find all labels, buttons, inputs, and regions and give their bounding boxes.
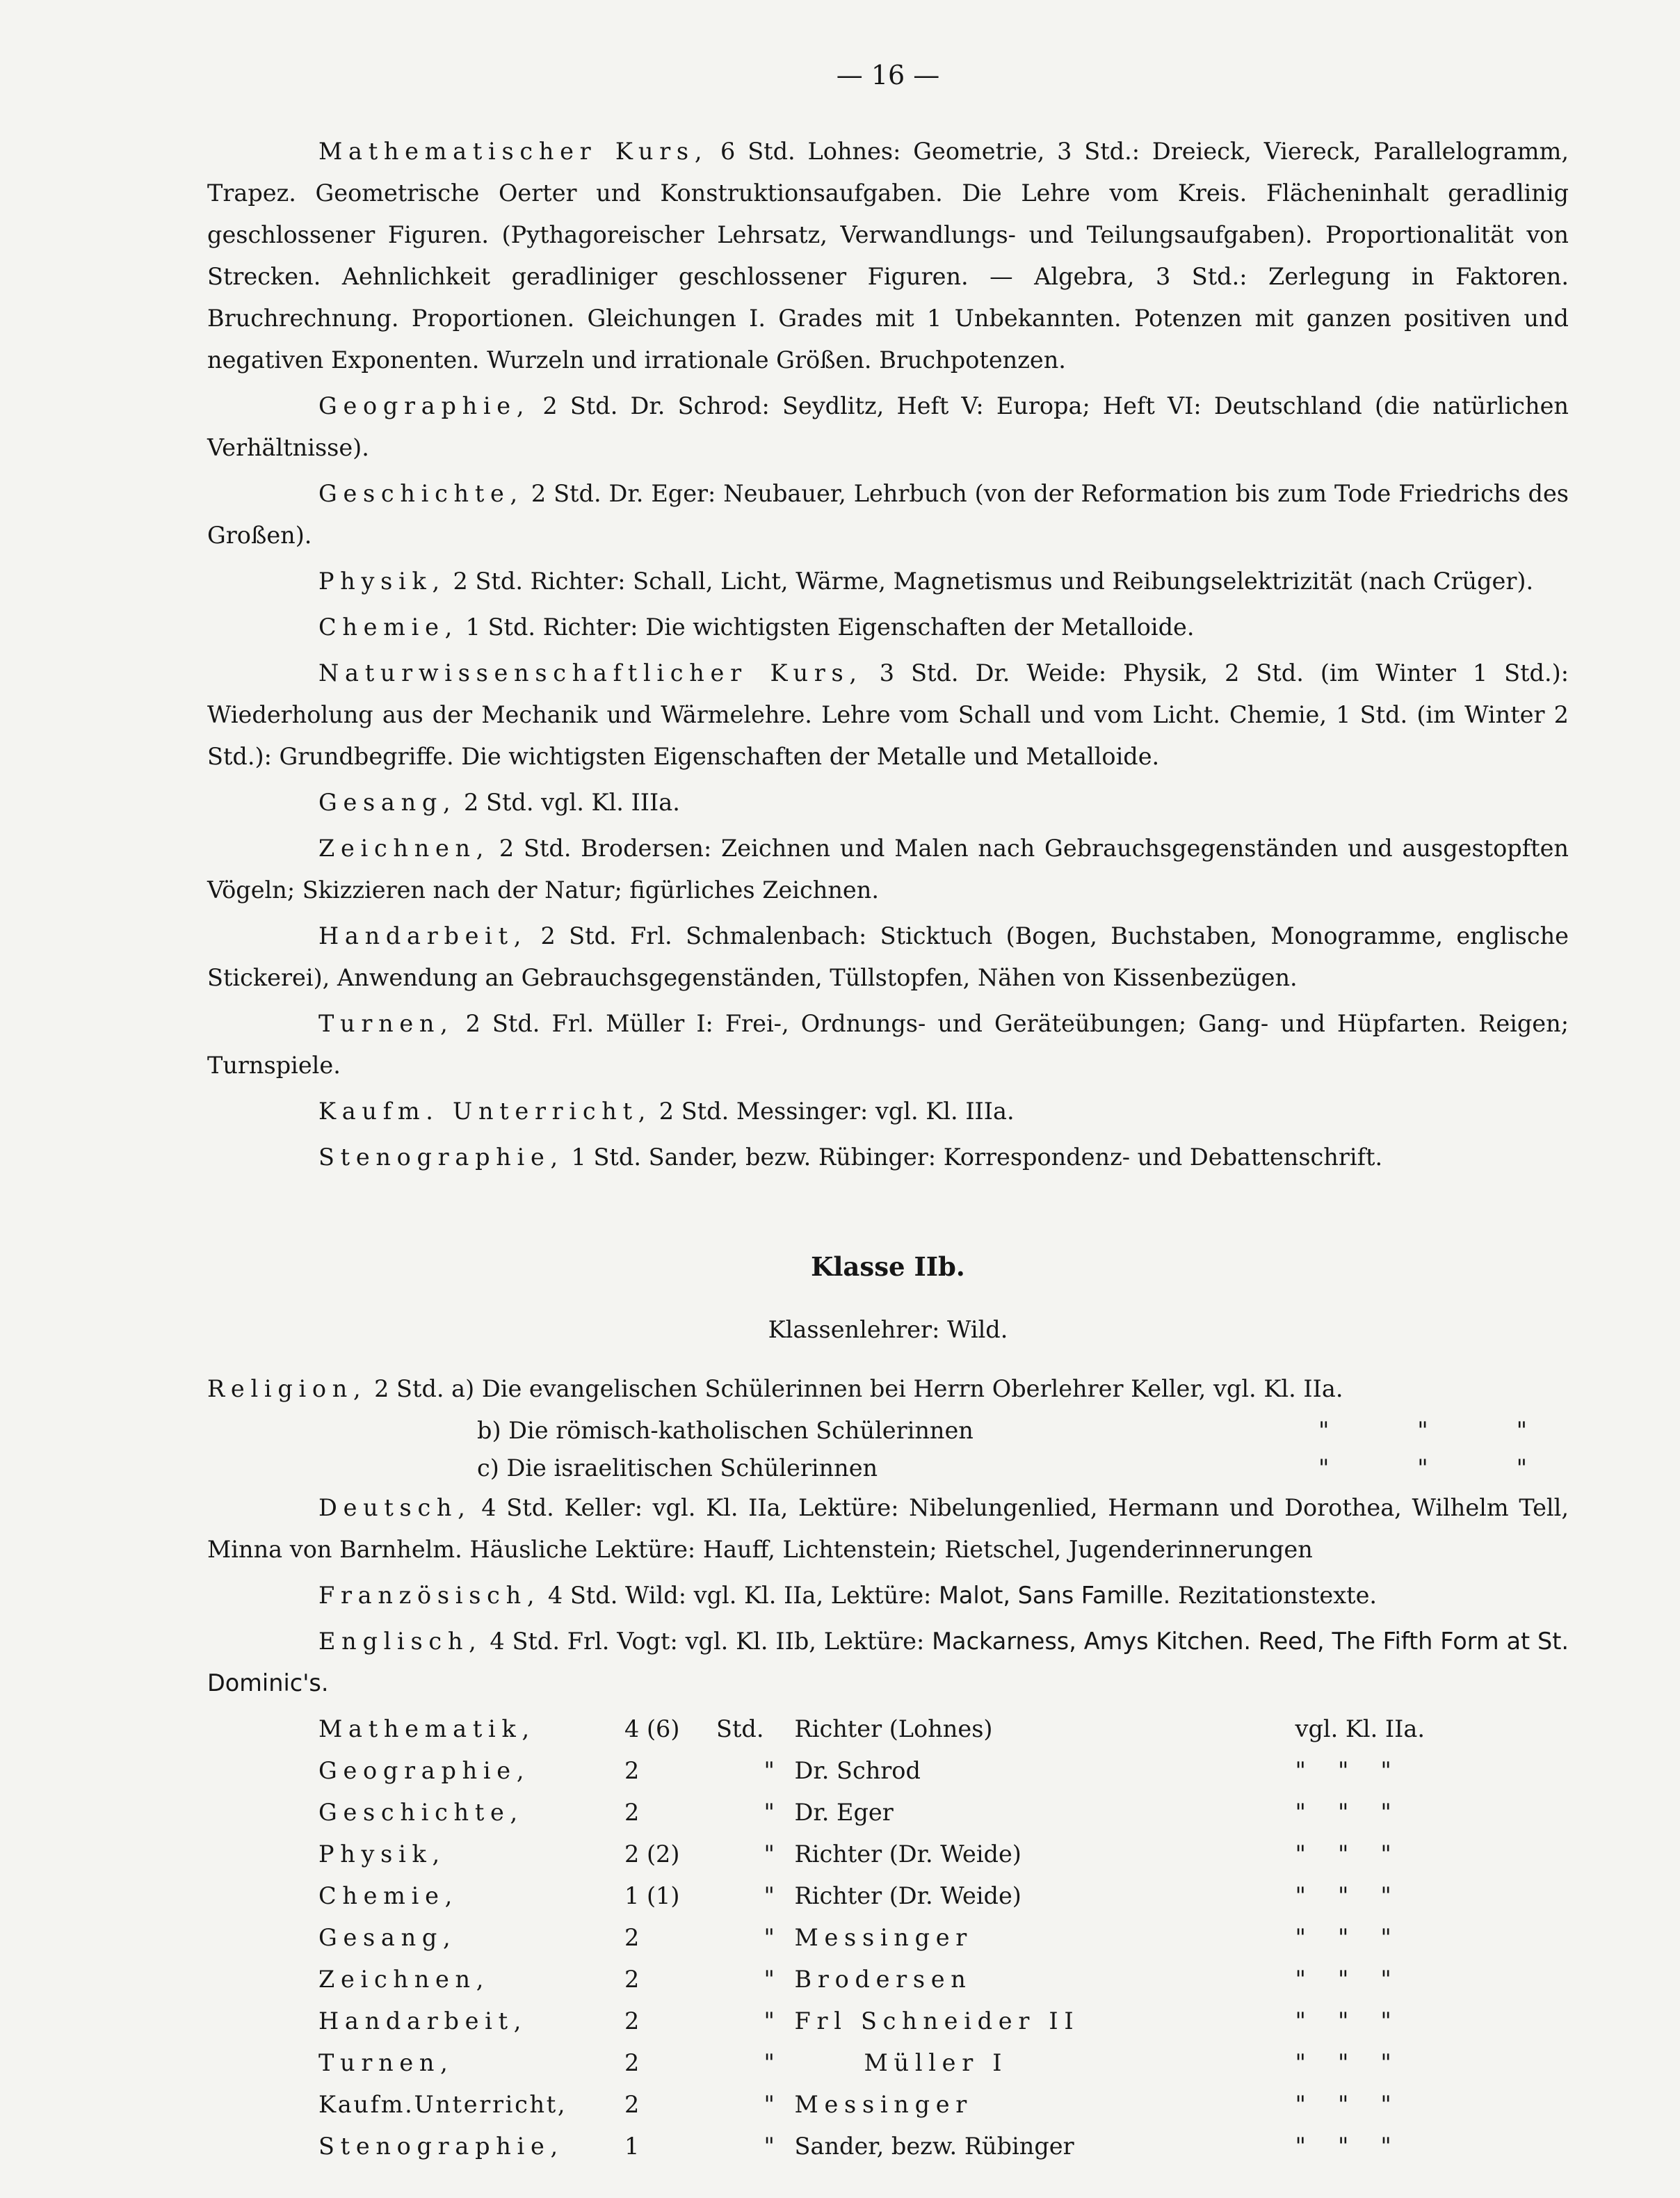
- subject-name: Turnen,: [318, 1010, 454, 1037]
- subject-name: Naturwissenschaftlicher Kurs,: [318, 659, 863, 687]
- subject-paragraph-commerce: [207, 1091, 1569, 1132]
- subject-name: Stenographie,: [318, 1144, 564, 1171]
- ditto-mark: ": [1380, 1840, 1391, 1868]
- schedule-reference: [1295, 1959, 1476, 2000]
- schedule-teacher: Brodersen: [794, 1966, 972, 1993]
- class-heading: Klasse IIb.: [811, 1251, 965, 1282]
- ditto-mark: ": [1295, 1924, 1306, 1951]
- schedule-hours: 2: [624, 1966, 640, 1993]
- schedule-teacher: Müller I: [864, 2049, 1008, 2076]
- subject-text: 1 Std. Richter: Die wichtigsten Eigenschaften der Metalloide.: [458, 613, 1195, 641]
- subject-name: Zeichnen,: [318, 835, 490, 862]
- ditto-mark: ": [1295, 1799, 1306, 1826]
- reading-title: Malot, Sans Famille.: [939, 1582, 1171, 1609]
- table-row: [318, 1834, 1476, 1875]
- ditto-marks: [1295, 1792, 1391, 1834]
- table-row: [318, 1792, 1476, 1834]
- schedule-reference: vgl. Kl. IIa.: [1295, 1715, 1425, 1742]
- schedule-subject: Physik,: [318, 1840, 446, 1868]
- ditto-mark: ": [1380, 1757, 1391, 1784]
- schedule-unit: [716, 1834, 764, 1875]
- subject-text: 2 Std. Frl. Schmalenbach: Sticktuch (Bogen, Buchstaben, Monogramme, englische Stickerei), Anwendung an Gebrauchsgegenständen, Tüllstopfen, Nähen von Kissenbezügen.: [207, 922, 1569, 991]
- ditto-mark: ": [1516, 1454, 1527, 1482]
- subject-text: 4 Std. Wild: vgl. Kl. IIa, Lektüre:: [540, 1582, 939, 1609]
- ditto-mark: ": [1380, 2007, 1391, 2035]
- ditto-mark: ": [1380, 1924, 1391, 1951]
- schedule-teacher: Richter (Lohnes): [794, 1715, 993, 1742]
- schedule-teacher: Messinger: [794, 2091, 973, 2118]
- ditto-mark: ": [1295, 1757, 1306, 1784]
- ditto-mark: ": [1337, 2049, 1349, 2076]
- table-row: [318, 1917, 1476, 1959]
- ditto-marks: [1295, 1834, 1391, 1875]
- subject-paragraph-history: [207, 473, 1569, 556]
- schedule-teacher: Dr. Schrod: [794, 1757, 921, 1784]
- ditto-marks: [1295, 1750, 1391, 1792]
- religion-b-text: b) Die römisch-katholischen Schülerinnen: [477, 1417, 974, 1444]
- schedule-teacher: Richter (Dr. Weide): [794, 1840, 1021, 1868]
- schedule-reference: [1295, 1875, 1476, 1917]
- schedule-unit: [716, 1959, 764, 2000]
- subject-name: Geographie,: [318, 392, 531, 419]
- ditto-mark: ": [1337, 2007, 1349, 2035]
- ditto-mark: ": [1417, 1454, 1428, 1482]
- ditto-mark: ": [1337, 1757, 1349, 1784]
- subject-name: Gesang,: [318, 789, 457, 816]
- schedule-hours: 4 (6): [624, 1715, 680, 1742]
- schedule-reference: [1295, 1834, 1476, 1875]
- schedule-subject: Zeichnen,: [318, 1966, 490, 1993]
- schedule-unit: Std.: [716, 1715, 764, 1742]
- ditto-mark: ": [1380, 2091, 1391, 2118]
- ditto-mark: ": [1380, 2049, 1391, 2076]
- subject-text: 4 Std. Frl. Vogt: vgl. Kl. IIb, Lektüre:: [482, 1628, 932, 1655]
- table-row: [318, 2126, 1476, 2167]
- religion-c-text: c) Die israelitischen Schülerinnen: [477, 1454, 878, 1482]
- schedule-hours: 2 (2): [624, 1840, 680, 1868]
- schedule-hours: 1 (1): [624, 1882, 680, 1909]
- subject-paragraph-gymnastics: [207, 1003, 1569, 1086]
- ditto-mark: ": [1380, 2133, 1391, 2160]
- reading-title: Mackarness, Amys Kitchen. Reed, The Fifth Form at St. Dominic's.: [207, 1628, 1569, 1696]
- page-number: — 16 —: [836, 60, 940, 90]
- subject-paragraph-religion: [207, 1369, 1569, 1409]
- schedule-teacher: Dr. Eger: [794, 1799, 894, 1826]
- schedule-teacher: Richter (Dr. Weide): [794, 1882, 1021, 1909]
- schedule-ditto: ": [764, 2091, 775, 2118]
- subject-paragraph-stenography: [207, 1137, 1569, 1178]
- schedule-unit: [716, 1917, 764, 1959]
- schedule-ditto: ": [764, 2133, 775, 2160]
- schedule-subject: Kaufm.Unterricht,: [318, 2091, 567, 2118]
- schedule-subject: Handarbeit,: [318, 2007, 528, 2035]
- subject-text: 2 Std. Messinger: vgl. Kl. IIIa.: [652, 1098, 1015, 1125]
- subject-name: Französisch,: [318, 1582, 541, 1609]
- schedule-subject: Mathematik,: [318, 1715, 535, 1742]
- ditto-mark: ": [1295, 2133, 1306, 2160]
- ditto-marks: [1295, 1875, 1391, 1917]
- subject-name: Deutsch,: [318, 1494, 471, 1521]
- schedule-unit: [716, 2126, 764, 2167]
- subject-paragraph-german: [207, 1487, 1569, 1571]
- schedule-reference: [1295, 1792, 1476, 1834]
- schedule-ditto: ": [764, 1882, 775, 1909]
- schedule-ditto: [764, 1708, 795, 1750]
- ditto-mark: ": [1337, 1840, 1349, 1868]
- table-row: [318, 1959, 1476, 2000]
- subject-text: 2 Std. a) Die evangelischen Schülerinnen bei Herrn Oberlehrer Keller, vgl. Kl. IIa.: [366, 1375, 1343, 1402]
- ditto-mark: ": [1380, 1882, 1391, 1909]
- table-row: [318, 2084, 1476, 2126]
- schedule-hours: 1: [624, 2133, 640, 2160]
- schedule-ditto: ": [764, 2049, 775, 2076]
- ditto-mark: ": [1295, 2049, 1306, 2076]
- subject-name: Englisch,: [318, 1628, 483, 1655]
- religion-line-b: [207, 1412, 1569, 1450]
- schedule-ditto: ": [764, 1840, 775, 1868]
- schedule-reference: [1295, 2042, 1476, 2084]
- subject-text: 1 Std. Sander, bezw. Rübinger: Korrespondenz- und Debattenschrift.: [563, 1144, 1383, 1171]
- subject-name: Kaufm. Unterricht,: [318, 1098, 652, 1125]
- subject-paragraph-english: [207, 1621, 1569, 1704]
- schedule-reference: [1295, 1917, 1476, 1959]
- subject-paragraph-math: [207, 131, 1569, 381]
- subject-text: 2 Std. vgl. Kl. IIIa.: [456, 789, 680, 816]
- ditto-mark: ": [1380, 1966, 1391, 1993]
- schedule-subject: Geschichte,: [318, 1799, 524, 1826]
- table-row: [318, 1750, 1476, 1792]
- schedule-hours: 2: [624, 2049, 640, 2076]
- ditto-mark: ": [1337, 2133, 1349, 2160]
- subject-paragraph-french: [207, 1575, 1569, 1617]
- subject-text: 4 Std. Keller: vgl. Kl. IIa, Lektüre: Nibelungenlied, Hermann und Dorothea, Wilhelm Tell, Minna von Barnhelm. Häusliche Lektüre: Hauff, Lichtenstein; Rietschel, Jugenderinnerungen: [207, 1494, 1569, 1563]
- subject-name: Chemie,: [318, 613, 458, 641]
- ditto-marks: [1295, 2000, 1391, 2042]
- schedule-hours: 2: [624, 1799, 640, 1826]
- subject-name: Mathematischer Kurs,: [318, 138, 709, 165]
- subject-paragraph-physics: [207, 561, 1569, 602]
- ditto-mark: ": [1295, 1966, 1306, 1993]
- schedule-reference: [1295, 2084, 1476, 2126]
- ditto-mark: ": [1295, 1882, 1306, 1909]
- schedule-hours: 2: [624, 1924, 640, 1951]
- schedule-teacher: Messinger: [794, 1924, 973, 1951]
- schedule-teacher: Frl Schneider II: [794, 2007, 1080, 2035]
- table-row: [318, 2042, 1476, 2084]
- subject-name: Religion,: [207, 1375, 367, 1402]
- subject-name: Geschichte,: [318, 480, 524, 507]
- schedule-hours: 2: [624, 2007, 640, 2035]
- ditto-mark: ": [1516, 1417, 1527, 1444]
- subject-text: 3 Std. Dr. Weide: Physik, 2 Std. (im Winter 1 Std.): Wiederholung aus der Mechanik und Wärmelehre. Lehre vom Schall und vom Licht. Chemie, 1 Std. (im Winter 2 Std.): Grundbegriffe. Die wichtigsten Eigenschaften der Metalle und Metalloide.: [207, 659, 1569, 770]
- subject-name: Handarbeit,: [318, 922, 528, 949]
- ditto-mark: ": [1295, 2007, 1306, 2035]
- schedule-teacher: Sander, bezw. Rübinger: [794, 2133, 1074, 2160]
- ditto-mark: ": [1337, 1924, 1349, 1951]
- schedule-hours: 2: [624, 2091, 640, 2118]
- subject-text: 2 Std. Brodersen: Zeichnen und Malen nach Gebrauchsgegenständen und ausgestopften Vögeln; Skizzieren nach der Natur; figürliches Zeichnen.: [207, 835, 1569, 904]
- ditto-marks: [1295, 2126, 1391, 2167]
- schedule-subject: Turnen,: [318, 2049, 454, 2076]
- schedule-reference: [1295, 1750, 1476, 1792]
- schedule-unit: [716, 1875, 764, 1917]
- schedule-unit: [716, 1792, 764, 1834]
- schedule-ditto: ": [764, 2007, 775, 2035]
- ditto-mark: ": [1295, 2091, 1306, 2118]
- schedule-unit: [716, 2000, 764, 2042]
- ditto-marks: [1295, 2084, 1391, 2126]
- ditto-marks: [1295, 2042, 1391, 2084]
- ditto-mark: ": [1337, 1882, 1349, 1909]
- ditto-marks: [1305, 1412, 1527, 1450]
- subject-text: 2 Std. Frl. Müller I: Frei-, Ordnungs- und Geräteübungen; Gang- und Hüpfarten. Reigen; Turnspiele.: [207, 1010, 1569, 1079]
- subject-paragraph-drawing: [207, 828, 1569, 911]
- table-row: [318, 1708, 1476, 1750]
- table-row: [318, 1875, 1476, 1917]
- schedule-unit: [716, 2042, 764, 2084]
- subject-paragraph-chemistry: [207, 607, 1569, 648]
- ditto-mark: ": [1337, 1966, 1349, 1993]
- ditto-mark: ": [1380, 1799, 1391, 1826]
- subject-text: 6 Std. Lohnes: Geometrie, 3 Std.: Dreieck, Viereck, Parallelogramm, Trapez. Geometrische Oerter und Konstruktionsaufgaben. Die Lehre vom Kreis. Flächeninhalt geradlinig geschlossener Figuren. (Pythagoreischer Lehrsatz, Verwandlungs- und Teilungsaufgaben). Proportionalität von Strecken. Aehnlichkeit geradliniger geschlossener Figuren. — Algebra, 3 Std.: Zerlegung in Faktoren. Bruchrechnung. Proportionen. Gleichungen I. Grades mit 1 Unbekannten. Potenzen mit ganzen positiven und negativen Exponenten. Wurzeln und irrationale Größen. Bruchpotenzen.: [207, 138, 1569, 374]
- schedule-reference: [1295, 2126, 1476, 2167]
- subject-paragraph-needlework: [207, 915, 1569, 999]
- schedule-hours: 2: [624, 1757, 640, 1784]
- schedule-subject: Geographie,: [318, 1757, 531, 1784]
- schedule-reference: [1295, 2000, 1476, 2042]
- ditto-mark: ": [1295, 1840, 1306, 1868]
- schedule-ditto: ": [764, 1799, 775, 1826]
- schedule-ditto: ": [764, 1924, 775, 1951]
- subject-paragraph-science: [207, 652, 1569, 778]
- ditto-mark: ": [1318, 1454, 1330, 1482]
- ditto-marks: [1295, 1959, 1391, 2000]
- schedule-unit: [716, 1750, 764, 1792]
- subject-text-tail: Rezitationstexte.: [1170, 1582, 1378, 1609]
- subject-text: 2 Std. Dr. Schrod: Seydlitz, Heft V: Europa; Heft VI: Deutschland (die natürlichen Verhältnisse).: [207, 392, 1569, 461]
- subject-paragraph-geography: [207, 385, 1569, 469]
- subject-text: 2 Std. Dr. Eger: Neubauer, Lehrbuch (von der Reformation bis zum Tode Friedrichs des Großen).: [207, 480, 1569, 549]
- ditto-mark: ": [1318, 1417, 1330, 1444]
- schedule-ditto: ": [764, 1966, 775, 1993]
- subject-name: Physik,: [318, 568, 446, 595]
- ditto-marks: [1295, 1917, 1391, 1959]
- religion-line-c: [207, 1450, 1569, 1487]
- ditto-mark: ": [1337, 1799, 1349, 1826]
- schedule-subject: Gesang,: [318, 1924, 457, 1951]
- ditto-mark: ": [1417, 1417, 1428, 1444]
- subject-paragraph-singing: [207, 782, 1569, 824]
- ditto-marks: [1305, 1450, 1527, 1487]
- schedule-subject: Stenographie,: [318, 2133, 564, 2160]
- ditto-mark: ": [1337, 2091, 1349, 2118]
- subject-text: 2 Std. Richter: Schall, Licht, Wärme, Magnetismus und Reibungselektrizität (nach Crüger).: [445, 568, 1534, 595]
- table-row: [318, 2000, 1476, 2042]
- schedule-table: [318, 1708, 1476, 2167]
- schedule-ditto: ": [764, 1757, 775, 1784]
- schedule-unit: [716, 2084, 764, 2126]
- schedule-subject: Chemie,: [318, 1882, 458, 1909]
- class-teacher: Klassenlehrer: Wild.: [768, 1316, 1008, 1343]
